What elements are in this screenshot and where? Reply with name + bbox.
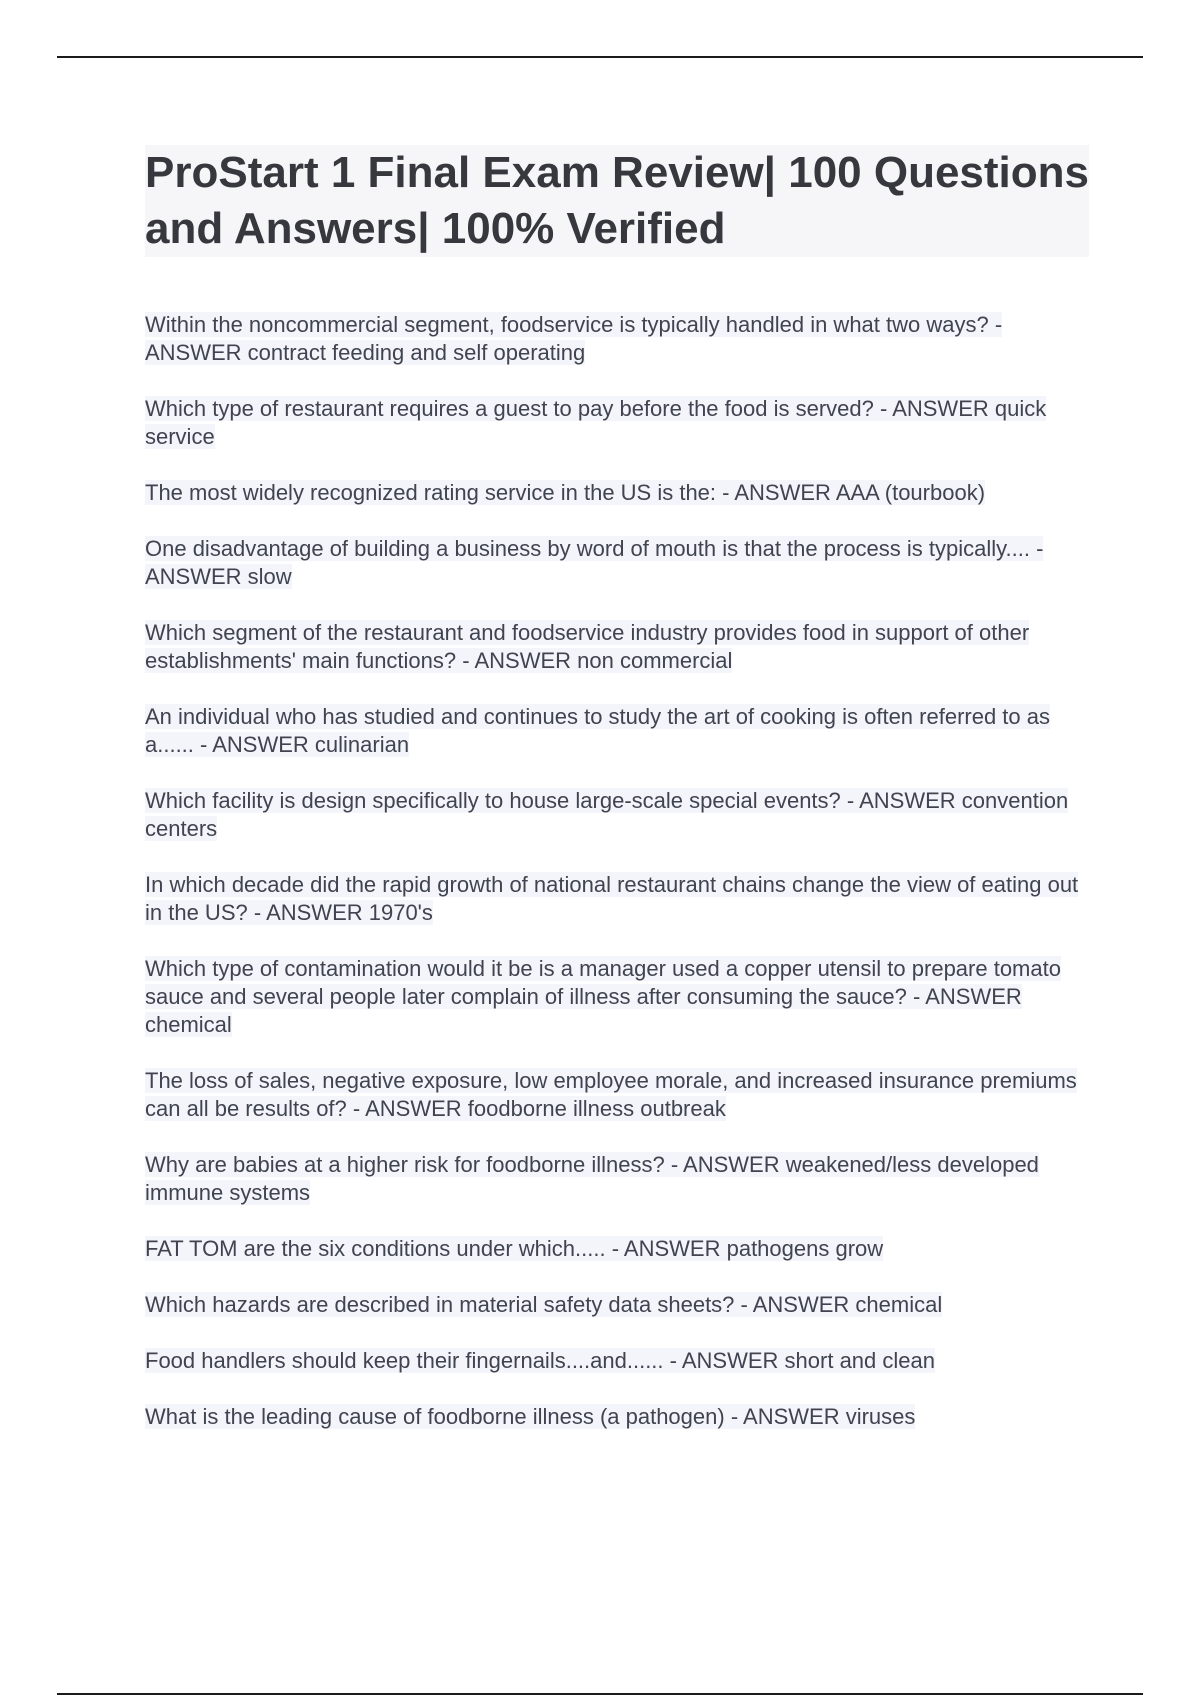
qa-item [145,619,1095,675]
qa-text: The most widely recognized rating service in the US is the: - ANSWER AAA (tourbook) [145,480,986,505]
top-rule [57,56,1143,58]
qa-item [145,479,1095,507]
qa-item [145,1291,1095,1319]
title-block [145,145,1089,257]
qa-text: Which hazards are described in material safety data sheets? - ANSWER chemical [145,1292,943,1317]
qa-item [145,1067,1095,1123]
qa-text: Why are babies at a higher risk for foodborne illness? - ANSWER weakened/less developed immune systems [145,1152,1039,1205]
qa-text: One disadvantage of building a business by word of mouth is that the process is typically.... - ANSWER slow [145,536,1044,589]
qa-text: An individual who has studied and continues to study the art of cooking is often referred to as a...... - ANSWER culinarian [145,704,1050,757]
qa-item [145,955,1095,1039]
qa-item [145,1403,1095,1431]
qa-text: The loss of sales, negative exposure, low employee morale, and increased insurance premiums can all be results of? - ANSWER foodborne illness outbreak [145,1068,1077,1121]
qa-item [145,871,1095,927]
qa-item [145,535,1095,591]
qa-list [145,311,1095,1459]
qa-item [145,703,1095,759]
bottom-rule [57,1693,1143,1695]
qa-item [145,787,1095,843]
qa-item [145,1151,1095,1207]
qa-text: Which type of contamination would it be is a manager used a copper utensil to prepare tomato sauce and several people later complain of illness after consuming the sauce? - ANSWER chemical [145,956,1061,1037]
qa-item [145,1347,1095,1375]
qa-text: Which facility is design specifically to house large-scale special events? - ANSWER convention centers [145,788,1069,841]
qa-text: Which type of restaurant requires a guest to pay before the food is served? - ANSWER quick service [145,396,1047,449]
qa-item [145,311,1095,367]
qa-text: Within the noncommercial segment, foodservice is typically handled in what two ways? - ANSWER contract feeding and self operating [145,312,1003,365]
qa-text: Food handlers should keep their fingernails....and...... - ANSWER short and clean [145,1348,935,1373]
qa-text: FAT TOM are the six conditions under which..... - ANSWER pathogens grow [145,1236,884,1261]
qa-item [145,395,1095,451]
qa-text: In which decade did the rapid growth of national restaurant chains change the view of eating out in the US? - ANSWER 1970's [145,872,1079,925]
document-title: ProStart 1 Final Exam Review| 100 Questions and Answers| 100% Verified [145,148,1090,253]
qa-item [145,1235,1095,1263]
qa-text: What is the leading cause of foodborne illness (a pathogen) - ANSWER viruses [145,1404,916,1429]
qa-text: Which segment of the restaurant and foodservice industry provides food in support of other establishments' main functions? - ANSWER non commercial [145,620,1030,673]
